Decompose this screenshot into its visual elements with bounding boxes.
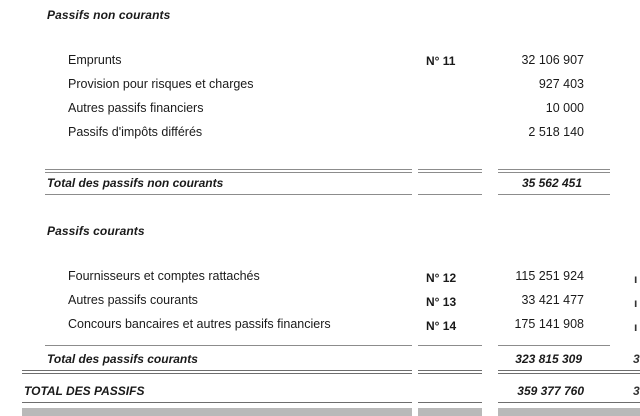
cropped-column-mark: 3 <box>633 384 640 398</box>
row-label-fournisseurs: Fournisseurs et comptes rattachés <box>68 269 260 283</box>
footer-shade <box>498 408 640 416</box>
rule <box>22 402 412 403</box>
total-amount-non-current: 35 562 451 <box>521 176 582 190</box>
cropped-column-mark: ı <box>634 296 638 310</box>
rule <box>498 194 610 195</box>
footer-shade <box>22 408 412 416</box>
footer-shade <box>418 408 482 416</box>
section-title-current: Passifs courants <box>47 224 145 238</box>
rule <box>45 194 412 195</box>
rule <box>498 169 610 170</box>
row-note-concours-bancaires: N° 14 <box>426 319 457 333</box>
row-note-autres-passifs-courants: N° 13 <box>426 295 457 309</box>
rule <box>418 194 482 195</box>
rule <box>22 370 412 371</box>
rule <box>498 345 610 346</box>
row-label-autres-passifs-courants: Autres passifs courants <box>68 293 198 307</box>
rule <box>498 373 640 374</box>
grand-total-label: TOTAL DES PASSIFS <box>24 384 145 398</box>
cropped-column-mark: ı <box>634 320 638 334</box>
cropped-column-mark: ı <box>634 272 638 286</box>
row-amount-autres-passifs-financiers: 10 000 <box>545 101 584 115</box>
row-label-autres-passifs-financiers: Autres passifs financiers <box>68 101 204 115</box>
total-amount-current: 323 815 309 <box>515 352 582 366</box>
total-label-current: Total des passifs courants <box>47 352 198 366</box>
rule <box>418 345 482 346</box>
row-amount-provision: 927 403 <box>538 77 584 91</box>
row-amount-autres-passifs-courants: 33 421 477 <box>521 293 584 307</box>
cropped-column-mark: 3 <box>633 352 640 366</box>
row-label-provision: Provision pour risques et charges <box>68 77 254 91</box>
row-label-impots-differes: Passifs d'impôts différés <box>68 125 203 139</box>
row-note-fournisseurs: N° 12 <box>426 271 457 285</box>
total-label-non-current: Total des passifs non courants <box>47 176 224 190</box>
row-amount-emprunts: 32 106 907 <box>521 53 584 67</box>
rule <box>498 172 610 173</box>
grand-total-amount: 359 377 760 <box>517 384 584 398</box>
rule <box>418 370 482 371</box>
row-label-concours-bancaires: Concours bancaires et autres passifs financiers <box>68 317 331 331</box>
row-note-emprunts: N° 11 <box>426 54 456 68</box>
rule <box>418 169 482 170</box>
rule <box>45 172 412 173</box>
row-amount-concours-bancaires: 175 141 908 <box>514 317 584 331</box>
rule <box>498 402 640 403</box>
rule <box>418 373 482 374</box>
rule <box>418 402 482 403</box>
row-label-emprunts: Emprunts <box>68 53 122 67</box>
rule <box>45 345 412 346</box>
rule <box>22 373 412 374</box>
rule <box>498 370 640 371</box>
rule <box>418 172 482 173</box>
section-title-non-current: Passifs non courants <box>47 8 171 22</box>
row-amount-impots-differes: 2 518 140 <box>528 125 584 139</box>
rule <box>45 169 412 170</box>
row-amount-fournisseurs: 115 251 924 <box>515 269 584 283</box>
